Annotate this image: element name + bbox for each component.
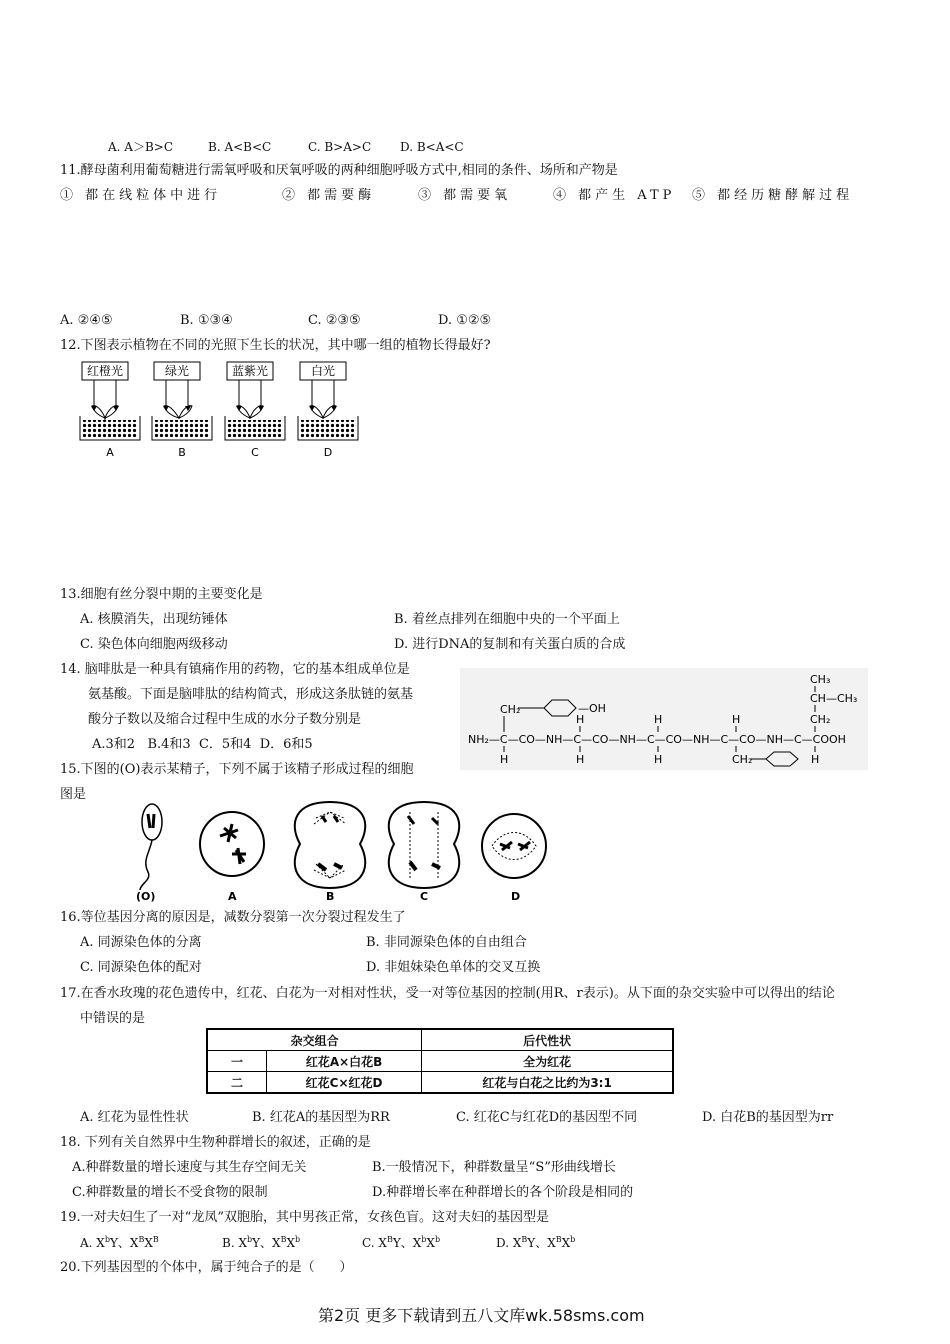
q16-option-a: A. 同源染色体的分离 — [80, 935, 202, 950]
q15-stem-line-1: 15.下图的(O)表示某精子，下列不属于该精子形成过程的细胞 — [60, 762, 414, 777]
table-row — [207, 1051, 673, 1072]
table-header-cross: 杂交组合 — [207, 1029, 422, 1051]
svg-text:(O): (O) — [136, 890, 156, 903]
table-cell: 红花A×白花B — [267, 1051, 422, 1072]
svg-text:D: D — [323, 446, 333, 459]
q11-item-5: ⑤ 都经历糖酵解过程 — [692, 188, 854, 203]
svg-text:蓝紫光: 蓝紫光 — [231, 364, 269, 378]
q15-stem-line-2: 图是 — [60, 787, 87, 802]
page-footer: 第2页 更多下载请到五八文库wk.58sms.com — [318, 1306, 645, 1325]
q18-option-d: D.种群增长率在种群增长的各个阶段是相同的 — [372, 1185, 634, 1200]
q17-option-d: D. 白花B的基因型为rr — [702, 1110, 834, 1125]
q14-options: A.3和2 B.4和3 C．5和4 D．6和5 — [92, 737, 313, 752]
svg-text:CH₃: CH₃ — [810, 673, 831, 686]
q20-stem: 20.下列基因型的个体中，属于纯合子的是（ ） — [60, 1260, 353, 1275]
q12-stem: 12.下图表示植物在不同的光照下生长的状况，其中哪一组的植物长得最好? — [60, 338, 491, 353]
svg-text:NH₂—C—CO—NH—C—CO—NH—C—CO—NH—C—: NH₂—C—CO—NH—C—CO—NH—C—CO—NH—C—CO—NH—C—COOH — [468, 733, 846, 746]
q17-option-c: C. 红花C与红花D的基因型不同 — [456, 1110, 638, 1125]
q16-option-d: D. 非姐妹染色单体的交叉互换 — [366, 960, 541, 975]
svg-text:D: D — [511, 890, 521, 903]
q16-stem: 16.等位基因分离的原因是，减数分裂第一次分裂过程发生了 — [60, 910, 406, 925]
q19-stem: 19.一对夫妇生了一对“龙凤”双胞胎，其中男孩正常，女孩色盲。这对夫妇的基因型是 — [60, 1210, 549, 1225]
q11-option-d: D. ①②⑤ — [438, 313, 492, 328]
q11-option-a: A. ②④⑤ — [60, 313, 113, 328]
q11-item-4: ④ 都产生 ATP — [553, 188, 676, 203]
q15-figure — [128, 792, 548, 904]
svg-text:H: H — [811, 753, 820, 766]
table-row — [207, 1072, 673, 1094]
q18-option-c: C.种群数量的增长不受食物的限制 — [72, 1185, 268, 1200]
svg-text:CH₂: CH₂ — [500, 703, 521, 716]
svg-text:CH₂: CH₂ — [732, 753, 753, 766]
svg-text:A: A — [106, 446, 114, 459]
q14-stem-line-2: 氨基酸。下面是脑啡肽的结构简式，形成这条肽链的氨基 — [88, 687, 414, 702]
svg-text:H: H — [500, 753, 509, 766]
q17-cross-table — [206, 1028, 674, 1094]
q13-option-a: A. 核膜消失，出现纺锤体 — [80, 612, 228, 627]
svg-text:C: C — [420, 890, 429, 903]
svg-text:H: H — [576, 753, 585, 766]
svg-text:H: H — [576, 713, 585, 726]
cell-d — [482, 814, 546, 903]
table-cell: 二 — [207, 1072, 267, 1094]
q14-stem-line-3: 酸分子数以及缩合过程中生成的水分子数分别是 — [88, 712, 362, 727]
q16-option-c: C. 同源染色体的配对 — [80, 960, 202, 975]
q13-option-b: B. 着丝点排列在细胞中央的一个平面上 — [394, 612, 620, 627]
svg-text:CH₂: CH₂ — [810, 713, 831, 726]
q18-option-b: B.一般情况下，种群数量呈“S”形曲线增长 — [372, 1160, 616, 1175]
q10-option-d: D. B<A<C — [400, 140, 464, 154]
q17-option-b: B. 红花A的基因型为RR — [252, 1110, 390, 1125]
light-group-d — [298, 362, 358, 459]
q17-stem-line-1: 17.在香水玫瑰的花色遗传中，红花、白花为一对相对性状，受一对等位基因的控制(用R、r表示)。从下面的杂交实验中可以得出的结论 — [60, 986, 835, 1001]
svg-text:绿光: 绿光 — [164, 364, 190, 378]
svg-text:B: B — [178, 446, 186, 459]
cell-a — [200, 812, 264, 903]
svg-text:A: A — [228, 890, 237, 903]
q14-structure-figure — [460, 668, 868, 770]
q18-option-a: A.种群数量的增长速度与其生存空间无关 — [72, 1160, 307, 1175]
q10-option-b: B. A<B<C — [208, 140, 272, 154]
q17-stem-line-2: 中错误的是 — [80, 1011, 146, 1026]
sperm-cell-o — [136, 804, 162, 903]
light-group-b — [152, 362, 212, 459]
q17-option-a: A. 红花为显性性状 — [80, 1110, 189, 1125]
q18-stem: 18. 下列有关自然界中生物种群增长的叙述，正确的是 — [60, 1135, 371, 1150]
svg-text:CH—CH₃: CH—CH₃ — [810, 692, 858, 705]
q10-option-a: A. A＞B>C — [108, 140, 174, 154]
q11-option-b: B. ①③④ — [180, 313, 233, 328]
q11-stem: 11.酵母菌利用葡萄糖进行需氧呼吸和厌氧呼吸的两种细胞呼吸方式中,相同的条件、场所和产物是 — [60, 163, 618, 178]
q14-stem-line-1: 14. 脑啡肽是一种具有镇痛作用的药物，它的基本组成单位是 — [60, 662, 410, 677]
svg-text:—OH: —OH — [578, 702, 606, 715]
q11-item-2: ② 都需要酶 — [282, 188, 376, 203]
light-group-a — [80, 362, 140, 459]
table-header-offspring: 后代性状 — [422, 1029, 673, 1051]
svg-text:白光: 白光 — [310, 364, 336, 378]
q13-option-c: C. 染色体向细胞两级移动 — [80, 637, 228, 652]
table-cell: 红花C×红花D — [267, 1072, 422, 1094]
q19-option-d: D. $X^BY$、$X^BX^b$ — [496, 1235, 576, 1250]
q11-item-3: ③ 都需要氧 — [418, 188, 512, 203]
table-cell: 红花与白花之比约为3:1 — [422, 1072, 673, 1094]
q13-option-d: D. 进行DNA的复制和有关蛋白质的合成 — [394, 637, 626, 652]
light-group-c — [225, 362, 285, 459]
svg-text:B: B — [326, 890, 335, 903]
svg-text:C: C — [251, 446, 259, 459]
q11-option-c: C. ②③⑤ — [308, 313, 361, 328]
cell-b — [295, 802, 365, 903]
q19-option-b: B. $X^bY$、$X^BX^b$ — [222, 1235, 301, 1250]
svg-text:红橙光: 红橙光 — [86, 364, 124, 378]
svg-text:H: H — [732, 713, 741, 726]
q10-option-c: C. B>A>C — [308, 140, 372, 154]
table-header-row — [207, 1029, 673, 1051]
q11-item-1: ① 都在线粒体中进行 — [60, 188, 222, 203]
q13-stem: 13.细胞有丝分裂中期的主要变化是 — [60, 587, 263, 602]
q12-figure — [70, 358, 370, 458]
cell-c — [389, 802, 459, 903]
q19-option-a: A. $X^bY$、$X^BX^B$ — [80, 1235, 159, 1250]
q19-option-c: C. $X^BY$、$X^bX^b$ — [362, 1235, 441, 1250]
q16-option-b: B. 非同源染色体的自由组合 — [366, 935, 527, 950]
table-cell: 全为红花 — [422, 1051, 673, 1072]
table-cell: 一 — [207, 1051, 267, 1072]
svg-text:H: H — [654, 713, 663, 726]
svg-text:H: H — [654, 753, 663, 766]
